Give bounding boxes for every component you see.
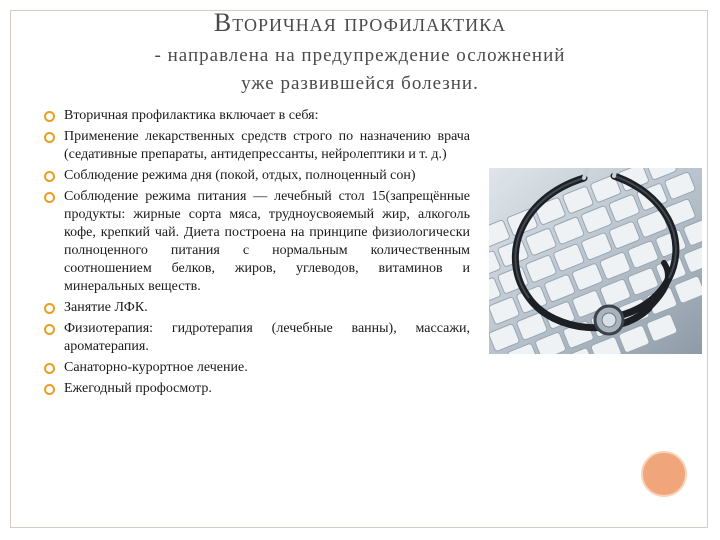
circle-bullet-icon <box>44 384 55 395</box>
stethoscope-photo <box>489 168 702 354</box>
bullet-text: Занятие ЛФК. <box>64 300 148 315</box>
circle-bullet-icon <box>44 171 55 182</box>
bullet-text: Соблюдение режима дня (покой, отдых, полноценный сон) <box>64 168 416 183</box>
circle-bullet-icon <box>44 303 55 314</box>
bullet-item <box>44 320 470 356</box>
circle-bullet-icon <box>44 192 55 203</box>
bullet-text: Ежегодный профосмотр. <box>64 381 212 396</box>
circle-bullet-icon <box>44 111 55 122</box>
bullet-list <box>44 107 470 401</box>
slide-title <box>0 6 720 98</box>
title-line-3: уже развившейся болезни. <box>241 73 479 94</box>
circle-bullet-icon <box>44 324 55 335</box>
bullet-text: Вторичная профилактика включает в себя: <box>64 108 319 123</box>
circle-bullet-icon <box>44 132 55 143</box>
bullet-item <box>44 167 470 185</box>
bullet-item <box>44 188 470 296</box>
bullet-item <box>44 299 470 317</box>
bullet-text: Соблюдение режима питания — лечебный стол 15(запрещённые продукты: жирные сорта мяса, трудноусвояемый жир, алкоголь кофе, крепкий чай. Диета построена на принципе физиологически полноценного питания с нормальным количественным соотношением белков, жиров, углеводов, витаминов и минеральных веществ. <box>64 189 470 294</box>
bullet-text: Применение лекарственных средств строго по назначению врача (седативные препараты, антидепрессанты, нейролептики и т. д.) <box>64 129 470 162</box>
bullet-item <box>44 107 470 125</box>
bullet-text: Физиотерапия: гидротерапия (лечебные ванны), массажи, ароматерапия. <box>64 321 470 354</box>
title-line-2: - направлена на предупреждение осложнений <box>154 45 566 66</box>
bullet-item <box>44 380 470 398</box>
bullet-text: Санаторно-курортное лечение. <box>64 360 248 375</box>
orange-circle-icon <box>641 451 687 497</box>
bullet-item <box>44 359 470 377</box>
title-line-1: Вторичная профилактика <box>213 8 507 37</box>
stethoscope-on-keyboard-image <box>489 168 702 354</box>
bullet-item <box>44 128 470 164</box>
circle-bullet-icon <box>44 363 55 374</box>
